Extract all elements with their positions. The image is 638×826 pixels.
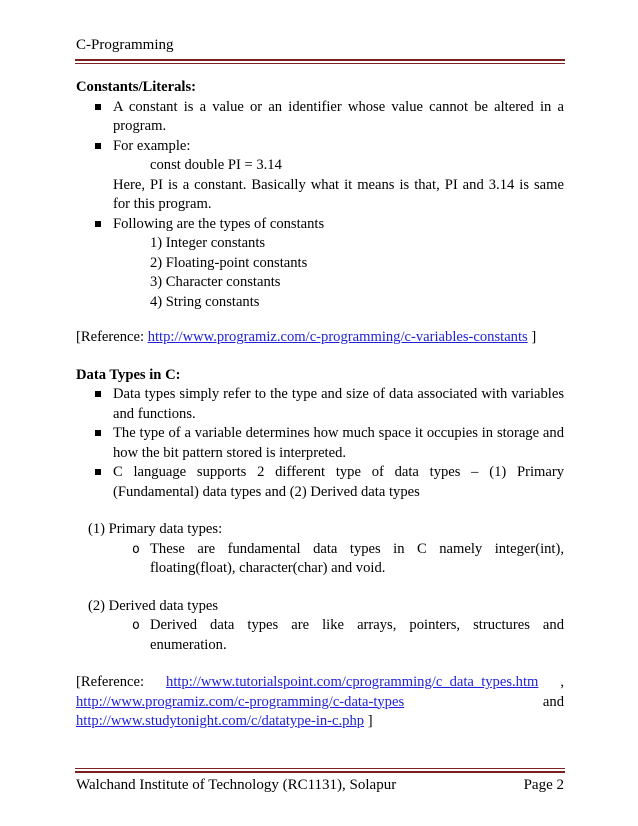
list-item: A constant is a value or an identifier whose value cannot be altered in a program. — [76, 98, 564, 137]
list-item: The type of a variable determines how much space it occupies in storage and how the bit pattern stored is interpreted. — [76, 424, 564, 463]
constant-type-3: 3) Character constants — [150, 274, 281, 290]
footer-rule-thin — [75, 768, 565, 769]
list-item: o These are fundamental data types in C namely integer(int), floating(float), character(char) and void. — [76, 540, 564, 579]
reference-suffix: ] — [527, 329, 537, 345]
constants-bullet-list — [76, 98, 564, 313]
constant-type-1: 1) Integer constants — [150, 235, 266, 251]
reference-comma: , — [560, 674, 564, 690]
derived-types-list — [76, 616, 564, 655]
list-item-text: Following are the types of constants — [113, 215, 325, 232]
derived-types-title: (2) Derived data types — [88, 597, 219, 614]
list-item: C language supports 2 different type of data types – (1) Primary (Fundamental) data types and (2) Derived data types — [76, 463, 564, 502]
page-content — [76, 78, 564, 732]
code-example: const double PI = 3.14 — [150, 157, 282, 173]
list-item: Data types simply refer to the type and size of data associated with variables and functions. — [76, 385, 564, 424]
constant-type-2: 2) Floating-point constants — [150, 254, 308, 271]
reference-prefix: [Reference: — [76, 329, 148, 345]
reference-link-studytonight[interactable]: http://www.studytonight.com/c/datatype-in-c.php — [76, 713, 365, 729]
reference-and: and — [542, 693, 564, 710]
section-heading-constants: Constants/Literals: — [76, 79, 196, 95]
list-item-text: For example: — [113, 137, 191, 154]
footer-rule — [75, 771, 565, 773]
datatypes-bullet-list — [76, 385, 564, 502]
reference-prefix: [Reference: — [76, 674, 145, 690]
header-rule-thin — [75, 63, 565, 64]
reference-datatypes — [76, 673, 564, 732]
reference-constants — [76, 328, 564, 348]
section-heading-datatypes: Data Types in C: — [76, 366, 181, 383]
reference-link-programiz[interactable]: http://www.programiz.com/c-programming/c-data-types — [76, 693, 405, 710]
primary-types-list — [76, 540, 564, 579]
constant-explanation: Here, PI is a constant. Basically what it means is that, PI and 3.14 is same for this program. — [113, 176, 564, 212]
reference-line-1 — [76, 673, 564, 693]
reference-link-tutorialspoint[interactable]: http://www.tutorialspoint.com/cprogramming/c_data_types.htm — [166, 674, 539, 690]
header-rule — [75, 59, 565, 61]
reference-suffix: ] — [364, 713, 373, 729]
reference-link[interactable]: http://www.programiz.com/c-programming/c-variables-constants — [147, 329, 528, 345]
list-item — [76, 215, 564, 313]
header-title: C-Programming — [76, 37, 174, 53]
reference-line-3 — [76, 712, 564, 732]
list-item — [76, 137, 564, 215]
reference-line-2 — [76, 693, 564, 713]
primary-types-title: (1) Primary data types: — [88, 521, 223, 537]
list-item: o Derived data types are like arrays, pointers, structures and enumeration. — [76, 616, 564, 655]
page-number: Page 2 — [523, 777, 564, 793]
footer-institute: Walchand Institute of Technology (RC1131), Solapur — [76, 777, 397, 793]
constant-type-4: 4) String constants — [150, 293, 260, 310]
